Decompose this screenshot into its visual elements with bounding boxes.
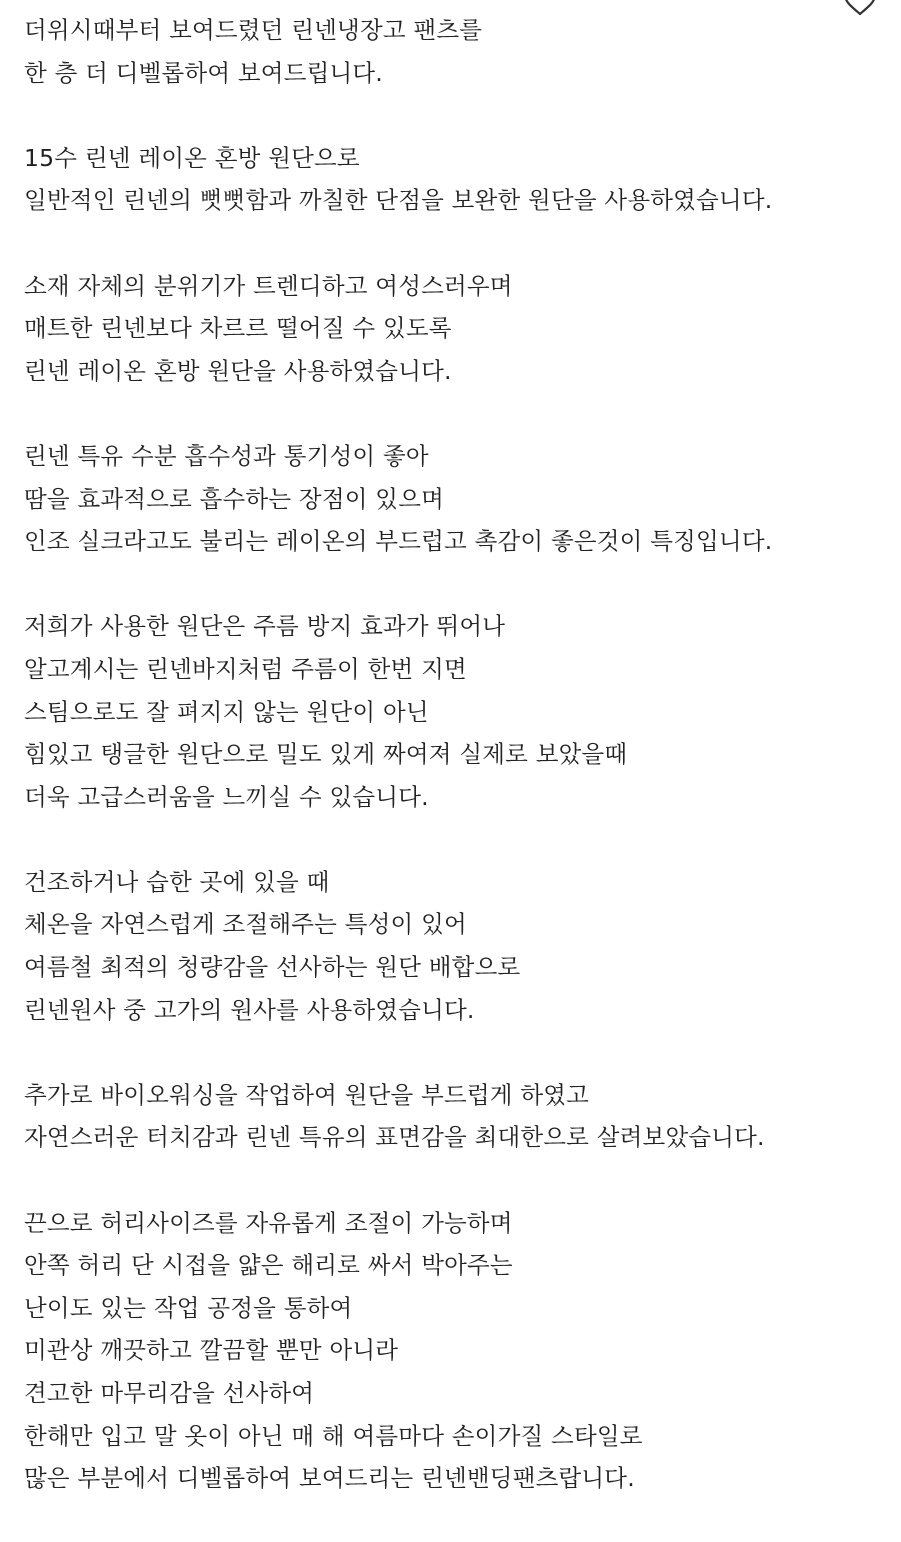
description-line: 추가로 바이오워싱을 작업하여 원단을 부드럽게 하였고 — [24, 1080, 590, 1109]
description-line: 15수 린넨 레이온 혼방 원단으로 — [24, 143, 360, 172]
description-line: 린넨원사 중 고가의 원사를 사용하였습니다. — [24, 995, 475, 1024]
description-line: 더위시때부터 보여드렸던 린넨냉장고 팬츠를 — [24, 16, 483, 44]
description-line: 끈으로 허리사이즈를 자유롭게 조절이 가능하며 — [24, 1208, 513, 1237]
description-paragraph — [24, 265, 884, 393]
description-line: 여름철 최적의 청량감을 선사하는 원단 배합으로 — [24, 953, 521, 982]
description-line: 체온을 자연스럽게 조절해주는 특성이 있어 — [24, 910, 467, 939]
description-line: 건조하거나 습한 곳에 있을 때 — [24, 867, 330, 896]
description-line: 미관상 깨끗하고 깔끔할 뿐만 아니라 — [24, 1336, 399, 1365]
description-line: 알고계시는 린넨바지처럼 주름이 한번 지면 — [24, 654, 467, 683]
description-line: 견고한 마무리감을 선사하여 — [24, 1379, 315, 1407]
description-paragraph — [24, 861, 884, 1031]
description-line: 일반적인 린넨의 뻣뻣함과 까칠한 단점을 보완한 원단을 사용하였습니다. — [24, 186, 773, 215]
description-line: 한해만 입고 말 옷이 아닌 매 해 여름마다 손이가질 스타일로 — [24, 1421, 643, 1450]
description-line: 소재 자체의 분위기가 트렌디하고 여성스러우며 — [24, 271, 513, 300]
description-text — [24, 9, 884, 1542]
description-line: 땀을 효과적으로 흡수하는 장점이 있으며 — [24, 484, 444, 513]
description-paragraph — [24, 137, 884, 222]
description-line: 안쪽 허리 단 시접을 얇은 해리로 싸서 박아주는 — [24, 1251, 513, 1280]
description-line: 자연스러운 터치감과 린넨 특유의 표면감을 최대한으로 살려보았습니다. — [24, 1123, 765, 1152]
description-line: 스팀으로도 잘 펴지지 않는 원단이 아닌 — [24, 697, 429, 726]
description-line: 한 층 더 디벨롭하여 보여드립니다. — [24, 58, 383, 87]
description-line: 많은 부분에서 디벨롭하여 보여드리는 린넨밴딩팬츠랍니다. — [24, 1464, 635, 1493]
description-paragraph — [24, 1202, 884, 1500]
description-paragraph — [24, 435, 884, 563]
description-paragraph — [24, 605, 884, 818]
description-line: 린넨 레이온 혼방 원단을 사용하였습니다. — [24, 356, 452, 385]
description-line: 저희가 사용한 원단은 주름 방지 효과가 뛰어나 — [24, 612, 506, 641]
description-line: 매트한 린넨보다 차르르 떨어질 수 있도록 — [24, 314, 452, 343]
description-line: 인조 실크라고도 불리는 레이온의 부드럽고 촉감이 좋은것이 특징입니다. — [24, 527, 773, 556]
description-line: 난이도 있는 작업 공정을 통하여 — [24, 1293, 353, 1322]
description-line: 더욱 고급스러움을 느끼실 수 있습니다. — [24, 782, 429, 811]
description-line: 린넨 특유 수분 흡수성과 통기성이 좋아 — [24, 441, 429, 470]
description-paragraph — [24, 9, 884, 94]
description-paragraph — [24, 1074, 884, 1159]
description-line: 힘있고 탱글한 원단으로 밀도 있게 짜여져 실제로 보았을때 — [24, 740, 628, 769]
